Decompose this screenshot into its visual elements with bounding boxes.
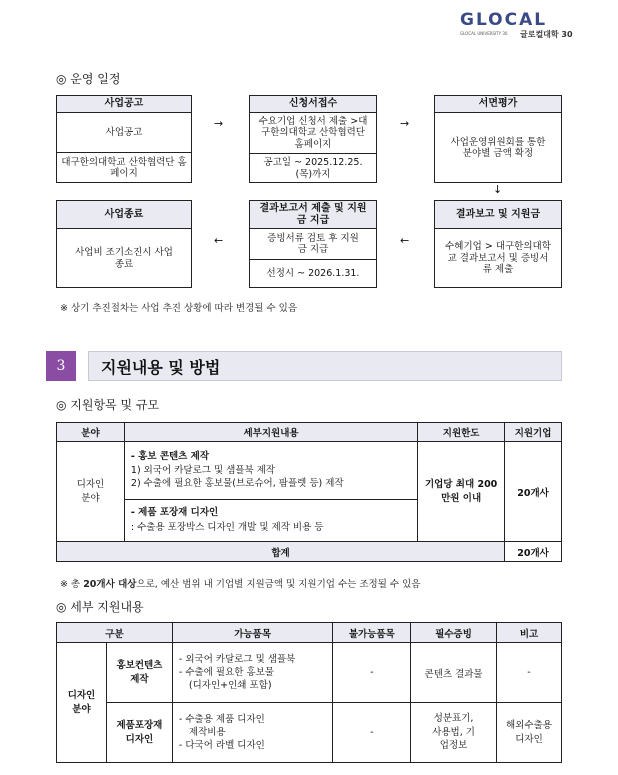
note-emphasis: 20개사 대상	[83, 579, 137, 590]
table-header: 구분	[57, 623, 173, 643]
step-application	[249, 95, 377, 183]
step-title: 결과보고서 제출 및 지원금 지급	[250, 201, 376, 229]
section-number-badge: 3	[46, 351, 76, 381]
arrow-right-icon: →	[400, 117, 410, 130]
category-cell	[106, 643, 172, 703]
step-detail: 사업비 조기소진시 사업종료	[75, 247, 173, 270]
step-detail: 선정시 ~ 2026.1.31.	[250, 259, 376, 288]
step-detail: 증빙서류 검토 후 지원금 지급	[267, 232, 359, 255]
table-header: 세부지원내용	[124, 423, 417, 442]
possible-items-cell	[172, 703, 333, 763]
arrow-down-icon: ↓	[493, 183, 503, 196]
step-detail: 수요기업 신청서 제출 >대구한의대학교 산학협력단 홈페이지	[258, 115, 368, 150]
category-label: 홍보컨텐츠 제작	[116, 660, 163, 685]
detail-support-table	[56, 622, 562, 763]
note-text: ※ 총	[60, 579, 84, 590]
packaging-content-cell	[124, 500, 417, 542]
impossible-items-cell: -	[333, 643, 411, 703]
required-proof-cell: 콘텐츠 결과물	[411, 643, 497, 703]
possible-item: 제작비용	[188, 726, 226, 738]
step-detail: 수혜기업 > 대구한의대학교 결과보고서 및 증빙서류 제출	[445, 241, 551, 276]
step-title: 사업종료	[57, 201, 191, 229]
companies-cell: 20개사	[505, 442, 562, 542]
step-title: 서면평가	[435, 96, 561, 113]
field-label: 디자인 분야	[76, 479, 105, 504]
table-header: 가능품목	[172, 623, 333, 643]
step-detail: 사업공고	[105, 126, 143, 138]
step-payment	[249, 200, 377, 288]
field-cell	[57, 643, 107, 763]
schedule-note: ※ 상기 추진절차는 사업 추진 상황에 따라 변경될 수 있음	[60, 303, 298, 314]
logo-subtext: GLOCAL UNIVERSITY 30	[460, 31, 508, 36]
table-header: 필수증빙	[411, 623, 497, 643]
detail-heading: ◎ 세부 지원내용	[56, 600, 144, 614]
category-label: 제품포장재 디자인	[116, 720, 163, 745]
packaging-item: : 수출용 포장박스 디자인 개발 및 제작 비용 등	[130, 521, 324, 533]
total-value: 20개사	[505, 542, 562, 562]
step-title: 신청서접수	[250, 96, 376, 113]
remark-cell	[497, 703, 562, 763]
possible-items-cell	[172, 643, 333, 703]
logo-subtext-ko: 글로컬대학 30	[520, 30, 573, 39]
remark-cell: -	[497, 643, 562, 703]
table-header: 불가능품목	[333, 623, 411, 643]
limit-value: 기업당 최대 200만원 이내	[424, 478, 498, 504]
step-announcement	[56, 95, 192, 183]
scale-heading: ◎ 지원항목 및 규모	[56, 398, 160, 412]
promo-item: 2) 수출에 필요한 홍보물(브로슈어, 팜플렛 등) 제작	[130, 478, 344, 490]
possible-item: - 수출에 필요한 홍보물	[178, 666, 274, 678]
field-cell	[57, 442, 125, 542]
schedule-heading: ◎ 운영 일정	[56, 72, 121, 86]
table-header: 지원한도	[418, 423, 505, 442]
logo-wordmark: GLOCAL	[460, 10, 548, 30]
total-label: 합계	[57, 542, 505, 562]
remark-text: 해외수출용 디자인	[506, 719, 552, 745]
scale-note	[60, 576, 420, 590]
section-title: 지원내용 및 방법	[88, 351, 562, 381]
step-title: 결과보고 및 지원금	[435, 201, 561, 229]
step-detail: 대구한의대학교 산학협력단 홈페이지	[57, 152, 191, 183]
arrow-left-icon: ←	[400, 234, 410, 247]
possible-item: - 다국어 라벨 디자인	[178, 740, 265, 752]
support-scale-table	[56, 422, 562, 562]
field-label: 디자인 분야	[67, 690, 96, 715]
category-cell	[106, 703, 172, 763]
possible-item: - 외국어 카달로그 및 샘플북	[178, 653, 296, 665]
promo-item: 1) 외국어 카달로그 및 샘플북 제작	[130, 464, 276, 476]
required-proof-cell	[411, 703, 497, 763]
step-title: 사업공고	[57, 96, 191, 113]
promo-title: - 홍보 콘텐츠 제작	[130, 450, 210, 462]
glocal-university-logo	[460, 10, 580, 40]
promo-content-cell	[124, 442, 417, 500]
possible-item: - 수출용 제품 디자인	[178, 713, 265, 725]
table-header: 지원기업	[505, 423, 562, 442]
step-end	[56, 200, 192, 288]
proof-text: 성분표기, 사용법, 기업정보	[432, 712, 475, 752]
step-detail: 사업운영위원회를 통한 분야별 금액 확정	[450, 136, 546, 159]
possible-item: (디자인+인쇄 포함)	[188, 680, 272, 692]
step-report	[434, 200, 562, 288]
note-text: 으로, 예산 범위 내 기업별 지원금액 및 지원기업 수는 조정될 수 있음	[136, 579, 421, 590]
step-evaluation	[434, 95, 562, 183]
table-header: 비고	[497, 623, 562, 643]
arrow-left-icon: ←	[214, 234, 224, 247]
table-header: 분야	[57, 423, 125, 442]
impossible-items-cell: -	[333, 703, 411, 763]
packaging-title: - 제품 포장재 디자인	[130, 507, 219, 519]
step-detail: 공고일 ~ 2025.12.25.(목)까지	[250, 153, 376, 183]
arrow-right-icon: →	[214, 117, 224, 130]
limit-cell	[418, 442, 505, 542]
